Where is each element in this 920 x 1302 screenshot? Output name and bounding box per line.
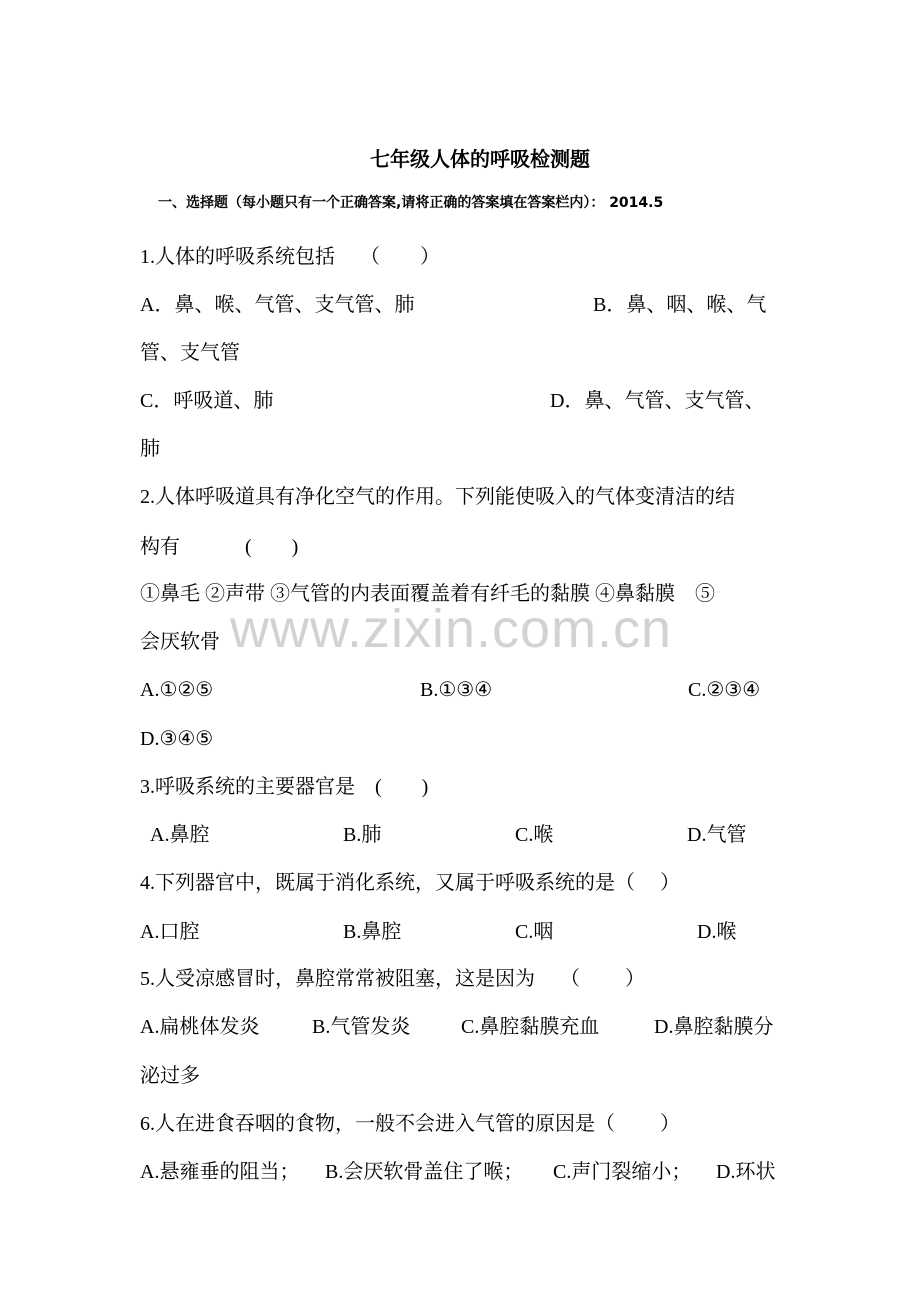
question-4-option-c: C.咽 — [515, 921, 554, 943]
question-1-stem: 1.人体的呼吸系统包括 （ ） — [140, 246, 440, 268]
question-3-stem: 3.呼吸系统的主要器官是 ( ) — [140, 776, 429, 798]
question-2-stem: 2.人体呼吸道具有净化空气的作用。下列能使吸入的气体变清洁的结 — [140, 486, 735, 508]
question-3-option-b: B.肺 — [343, 824, 382, 846]
section-heading: 一、选择题（每小题只有一个正确答案,请将正确的答案填在答案栏内）： 2014.5 — [158, 195, 664, 211]
question-3-option-c: C.喉 — [515, 824, 554, 846]
question-2-option-a: A.①②⑤ — [140, 679, 214, 701]
question-2-option-c: C.②③④ — [688, 679, 761, 701]
question-2-items-continued: 会厌软骨 — [140, 631, 220, 653]
question-1-option-b: B．鼻、咽、喉、气 — [593, 294, 767, 316]
question-3-option-d: D.气管 — [687, 824, 747, 846]
question-4-option-a: A.口腔 — [140, 921, 200, 943]
question-5-stem: 5.人受凉感冒时，鼻腔常常被阻塞，这是因为 （ ） — [140, 968, 645, 990]
question-6-stem: 6.人在进食吞咽的食物，一般不会进入气管的原因是（ ） — [140, 1113, 680, 1135]
question-3-option-a: A.鼻腔 — [150, 824, 210, 846]
question-1-option-a: A．鼻、喉、气管、支气管、肺 — [140, 294, 415, 316]
question-6-option-a: A.悬雍垂的阻当； — [140, 1161, 300, 1183]
question-1-option-b-continued: 管、支气管 — [140, 342, 240, 364]
question-1-option-d: D．鼻、气管、支气管、 — [550, 390, 765, 412]
question-2-stem-continued: 构有 ( ) — [140, 536, 299, 558]
question-2-items: ①鼻毛 ②声带 ③气管的内表面覆盖着有纤毛的黏膜 ④鼻黏膜 ⑤ — [140, 583, 715, 605]
question-5-option-a: A.扁桃体发炎 — [140, 1016, 260, 1038]
question-1-option-c: C．呼吸道、肺 — [140, 390, 274, 412]
question-2-option-d: D.③④⑤ — [140, 728, 214, 750]
question-1-option-d-continued: 肺 — [140, 438, 160, 460]
question-4-stem: 4.下列器官中，既属于消化系统，又属于呼吸系统的是（ ） — [140, 872, 680, 894]
question-6-option-d: D.环状 — [716, 1161, 776, 1183]
question-6-option-b: B.会厌软骨盖住了喉； — [325, 1161, 524, 1183]
question-6-option-c: C.声门裂缩小； — [553, 1161, 692, 1183]
question-4-option-b: B.鼻腔 — [343, 921, 402, 943]
question-5-option-b: B.气管发炎 — [312, 1016, 411, 1038]
question-5-option-d: D.鼻腔黏膜分 — [654, 1016, 774, 1038]
question-4-option-d: D.喉 — [697, 921, 737, 943]
question-5-option-d-continued: 泌过多 — [140, 1065, 200, 1087]
document-title: 七年级人体的呼吸检测题 — [370, 147, 590, 171]
question-2-option-b: B.①③④ — [420, 679, 493, 701]
question-5-option-c: C.鼻腔黏膜充血 — [461, 1016, 600, 1038]
watermark: www.zixin.com.cn — [230, 599, 673, 659]
